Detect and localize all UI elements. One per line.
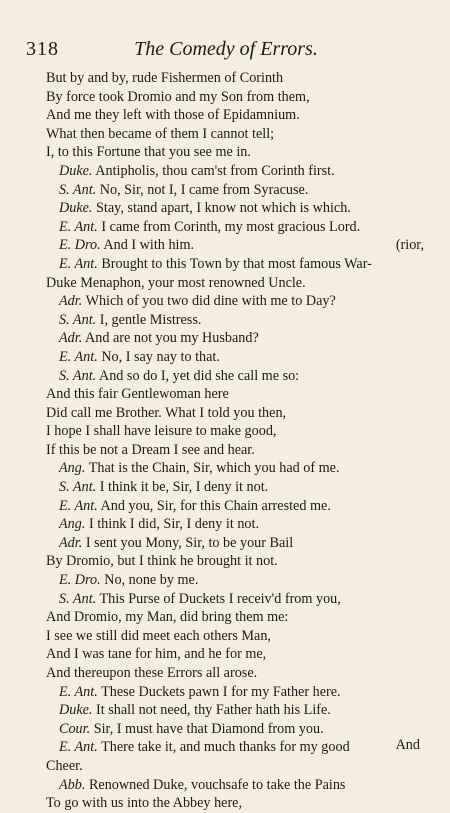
line-text: And I with him. xyxy=(103,237,195,254)
line-text: I came from Corinth, my most gracious Lord. xyxy=(101,218,361,235)
text-line xyxy=(0,125,450,144)
line-text: And Dromio, my Man, did bring them me: xyxy=(46,609,289,626)
text-line xyxy=(0,441,450,460)
line-text: I hope I shall have leisure to make good, xyxy=(46,423,277,440)
speaker-label: E. Ant. xyxy=(59,497,98,514)
line-text: Did call me Brother. What I told you then, xyxy=(46,404,287,421)
text-line xyxy=(0,274,450,293)
speaker-label: E. Ant. xyxy=(59,255,98,272)
text-line xyxy=(0,627,450,646)
text-line xyxy=(0,701,450,720)
text-line xyxy=(0,88,450,107)
speaker-label: Cour. xyxy=(59,720,91,737)
line-text: And this fair Gentlewoman here xyxy=(46,386,229,403)
line-text: But by and by, rude Fishermen of Corinth xyxy=(46,70,284,86)
text-line xyxy=(0,478,450,497)
line-text: What then became of them I cannot tell; xyxy=(46,125,275,142)
text-line xyxy=(0,292,450,311)
speaker-label: E. Ant. xyxy=(59,218,98,235)
line-text: No, I say nay to that. xyxy=(101,348,220,365)
line-text: By Dromio, but I think he brought it not. xyxy=(46,553,278,570)
speaker-label: E. Dro. xyxy=(59,572,101,589)
play-text xyxy=(0,69,450,813)
text-line xyxy=(0,311,450,330)
line-text: Cheer. xyxy=(46,757,83,774)
text-line xyxy=(0,683,450,702)
line-text: It shall not need, thy Father hath his Life. xyxy=(96,702,331,719)
speaker-label: E. Ant. xyxy=(59,348,98,365)
text-line xyxy=(0,757,450,776)
text-line xyxy=(0,738,450,757)
line-text: And are not you my Husband? xyxy=(85,330,259,347)
line-text: This Purse of Duckets I receiv'd from you, xyxy=(99,590,341,607)
text-line xyxy=(0,645,450,664)
line-text: Which of you two did dine with me to Day? xyxy=(85,293,336,310)
text-line xyxy=(0,515,450,534)
speaker-label: Adr. xyxy=(59,534,83,551)
line-text: And I was tane for him, and he for me, xyxy=(46,646,267,663)
text-line xyxy=(0,329,450,348)
text-line xyxy=(0,534,450,553)
text-line xyxy=(0,664,450,683)
line-text: To go with us into the Abbey here, xyxy=(46,795,243,812)
text-line xyxy=(0,385,450,404)
text-line xyxy=(0,143,450,162)
page-number: 318 xyxy=(26,38,59,60)
speaker-label: S. Ant. xyxy=(59,367,97,384)
line-text: I think I did, Sir, I deny it not. xyxy=(88,516,260,533)
line-text: Sir, I must have that Diamond from you. xyxy=(93,720,324,737)
text-line xyxy=(0,794,450,813)
line-text: And thereupon these Errors all arose. xyxy=(46,665,258,681)
line-text: And me they left with those of Epidamnium. xyxy=(46,107,300,124)
speaker-label: Duke. xyxy=(59,200,93,217)
speaker-label: Ang. xyxy=(59,460,86,477)
line-text: I, to this Fortune that you see me in. xyxy=(46,144,251,161)
line-text: I think it be, Sir, I deny it not. xyxy=(99,479,269,496)
speaker-label: Ang. xyxy=(59,516,86,533)
text-line xyxy=(0,571,450,590)
text-line xyxy=(0,608,450,627)
line-text: I sent you Mony, Sir, to be your Bail xyxy=(85,534,294,551)
speaker-label: E. Ant. xyxy=(59,739,98,756)
speaker-label: S. Ant. xyxy=(59,479,97,496)
speaker-label: Duke. xyxy=(59,162,93,179)
line-text: These Duckets pawn I for my Father here. xyxy=(101,683,341,700)
text-line xyxy=(0,720,450,739)
line-text: That is the Chain, Sir, which you had of me. xyxy=(88,460,340,477)
speaker-label: Adr. xyxy=(59,330,83,347)
line-text: There take it, and much thanks for my good xyxy=(101,739,350,756)
speaker-label: E. Ant. xyxy=(59,683,98,700)
line-text: If this be not a Dream I see and hear. xyxy=(46,441,255,458)
text-line xyxy=(0,199,450,218)
speaker-label: Adr. xyxy=(59,293,83,310)
text-line xyxy=(0,404,450,423)
line-text: And so do I, yet did she call me so: xyxy=(98,367,300,384)
text-line xyxy=(0,497,450,516)
text-line xyxy=(0,590,450,609)
text-line xyxy=(0,69,450,88)
catchword: And xyxy=(395,737,420,753)
speaker-label: Abb. xyxy=(59,776,86,793)
running-header xyxy=(26,38,426,64)
line-text: Brought to this Town by that most famous War- xyxy=(101,255,372,272)
text-line xyxy=(0,255,450,274)
turnover-text: (rior, xyxy=(395,237,424,254)
line-text: No, Sir, not I, I came from Syracuse. xyxy=(99,181,309,198)
text-line xyxy=(0,236,450,255)
text-line xyxy=(0,181,450,200)
text-line xyxy=(0,459,450,478)
speaker-label: S. Ant. xyxy=(59,590,97,607)
line-text: And you, Sir, for this Chain arrested me. xyxy=(100,497,331,514)
line-text: No, none by me. xyxy=(104,572,199,589)
line-text: I see we still did meet each others Man, xyxy=(46,627,271,644)
speaker-label: S. Ant. xyxy=(59,311,97,328)
speaker-label: Duke. xyxy=(59,702,93,719)
text-line xyxy=(0,367,450,386)
line-text: Stay, stand apart, I know not which is which. xyxy=(96,200,351,217)
text-line xyxy=(0,162,450,181)
line-text: Renowned Duke, vouchsafe to take the Pains xyxy=(88,776,346,793)
text-line xyxy=(0,422,450,441)
speaker-label: S. Ant. xyxy=(59,181,97,198)
text-line xyxy=(0,776,450,795)
text-line xyxy=(0,218,450,237)
page-title: The Comedy of Errors. xyxy=(134,38,318,60)
line-text: By force took Dromio and my Son from them, xyxy=(46,88,310,105)
text-line xyxy=(0,348,450,367)
text-line xyxy=(0,552,450,571)
line-text: Duke Menaphon, your most renowned Uncle. xyxy=(46,274,306,291)
line-text: I, gentle Mistress. xyxy=(99,311,202,328)
speaker-label: E. Dro. xyxy=(59,237,101,254)
text-line xyxy=(0,106,450,125)
line-text: Antipholis, thou cam'st from Corinth first. xyxy=(95,162,335,179)
